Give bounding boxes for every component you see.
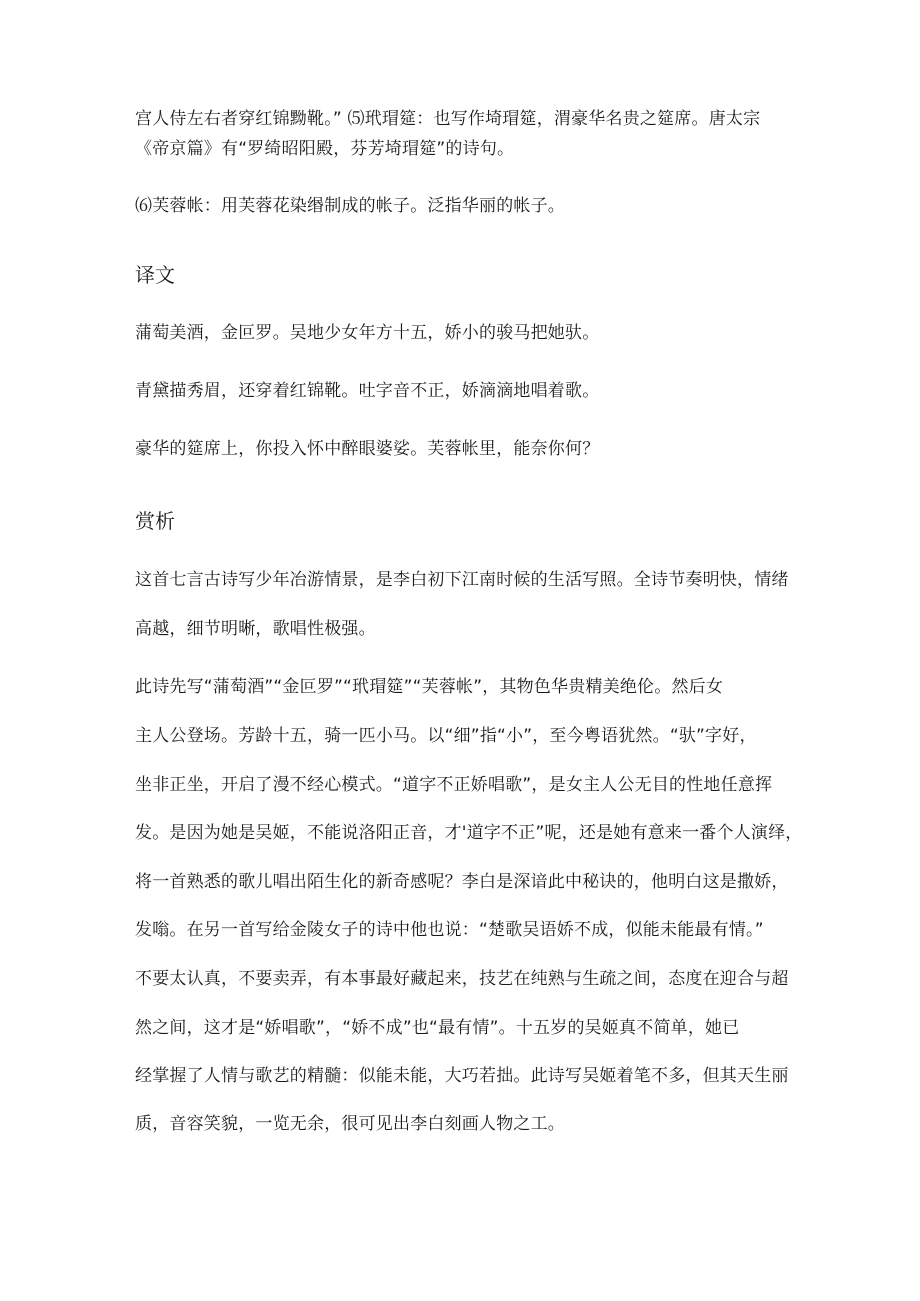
appreciation-p2-line-2: 主人公登场。芳龄十五，骑一匹小马。以“细”指“小”，至今粤语犹然。“驮”字好， bbox=[135, 726, 757, 746]
appreciation-p2-line-4: 发。是因为她是吴姬，不能说洛阳正音，才'道字不正”呢，还是她有意来一番个人演绎， bbox=[135, 823, 803, 843]
translation-line-3: 豪华的筵席上，你投入怀中醉眼婆娑。芙蓉帐里，能奈你何？ bbox=[135, 439, 600, 459]
appreciation-p1-line-1: 这首七言古诗写少年冶游情景，是李白初下江南时候的生活写照。全诗节奏明快，情绪 bbox=[135, 570, 789, 590]
appreciation-p2-line-7: 不要太认真，不要卖弄，有本事最好藏起来，技艺在纯熟与生疏之间，态度在迎合与超 bbox=[135, 969, 789, 989]
translation-line-1: 蒲萄美酒，金叵罗。吴地少女年方十五，娇小的骏马把她驮。 bbox=[135, 323, 600, 343]
notes-line-1: 宫人侍左右者穿红锦黝靴。” ⑸玳瑁筵：也写作埼瑁筵，渭豪华名贵之筵席。唐太宗 bbox=[135, 109, 761, 129]
notes-line-3: ⑹芙蓉帐：用芙蓉花染缗制成的帐子。泛指华丽的帐子。 bbox=[135, 196, 565, 216]
translation-line-2: 青黛描秀眉，还穿着红锦靴。吐字音不正，娇滴滴地唱着歌。 bbox=[135, 381, 600, 401]
translation-heading: 译文 bbox=[135, 263, 175, 287]
appreciation-p2-line-3: 坐非正坐，开启了漫不经心模式。“道字不正娇唱歌”，是女主人公无目的性地任意挥 bbox=[135, 775, 773, 795]
appreciation-heading: 赏析 bbox=[135, 509, 175, 533]
appreciation-p2-line-8: 然之间，这才是“娇唱歌”，“娇不成”也“最有情”。十五岁的吴姬真不简单，她已 bbox=[135, 1018, 740, 1038]
appreciation-p2-line-9: 经掌握了人情与歌艺的精髓：似能未能，大巧若拙。此诗写吴姬着笔不多，但其天生丽 bbox=[135, 1066, 789, 1086]
notes-line-2: 《帝京篇》有“罗绮昭阳殿，芬芳埼瑁筵”的诗句。 bbox=[135, 139, 515, 159]
appreciation-p2-line-5: 将一首熟悉的歌儿唱出陌生化的新奇感呢？李白是深谙此中秘诀的，他明白这是撒娇， bbox=[135, 872, 789, 892]
appreciation-p2-line-10: 质，音容笑貌，一览无余，很可见出李白刻画人物之工。 bbox=[135, 1114, 565, 1134]
appreciation-p2-line-6: 发嗡。在另一首写给金陵女子的诗中他也说：“楚歌吴语娇不成，似能未能最有情。” bbox=[135, 920, 764, 940]
appreciation-p1-line-2: 高越，细节明晰，歌唱性极强。 bbox=[135, 619, 376, 639]
appreciation-p2-line-1: 此诗先写“蒲萄酒”“金叵罗”“玳瑁筵”“芙蓉帐”，其物色华贵精美绝伦。然后女 bbox=[135, 677, 724, 697]
